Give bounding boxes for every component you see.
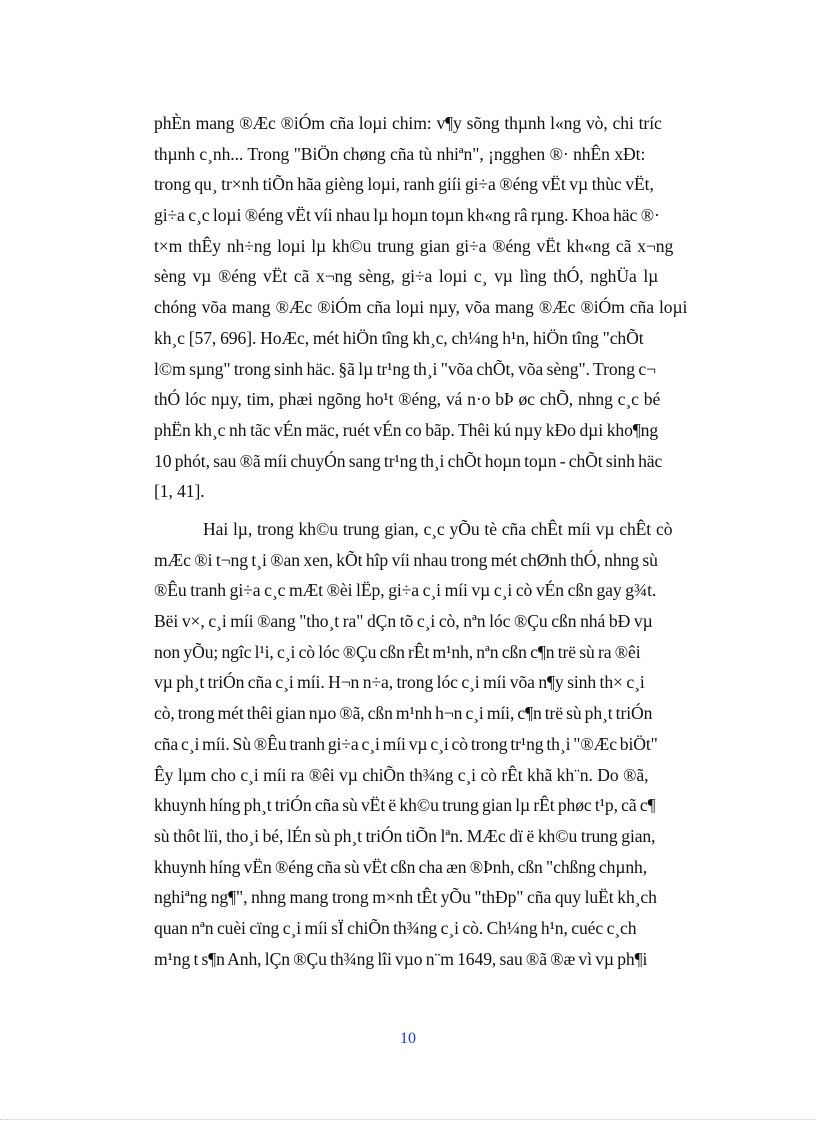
text-line: [1, 41]. [154, 481, 205, 502]
text-line: kh¸c [57, 696]. HoÆc, mét hiÖn tîng kh¸c, ch¼ng h¹n, hiÖn tîng "chÕt [154, 327, 644, 348]
text-line: Êy lµm cho c¸i míi ra ®êi vµ chiÕn th¾ng c¸i cò rÊt khã kh¨n. Do ®ã, [154, 764, 649, 785]
text-line: thµnh c¸nh... Trong "BiÖn chøng cña tù nhiªn", ¡ngghen ®· nhÊn xÐt: [154, 143, 646, 164]
text-line: sèng vµ ®éng vËt cã x¬ng sèng, gi÷a loµi c¸ vµ lìng thÓ, nghÜa lµ [154, 266, 659, 287]
text-line: thÓ lóc nµy, tim, phæi ngõng ho¹t ®éng, vá n·o bÞ øc chÕ, nhng c¸c bé [154, 389, 661, 410]
text-line: nghiªng ng¶", nhng mang trong m×nh tÊt yÕu "thÐp" cña quy luËt kh¸ch [154, 887, 657, 908]
text-line: gi÷a c¸c loµi ®éng vËt víi nhau lµ hoµn toµn kh«ng râ rµng. Khoa häc ®· [154, 205, 660, 226]
text-line: Hai lµ, trong kh©u trung gian, c¸c yÕu tè cña chÊt míi vµ chÊt cò [203, 519, 673, 539]
text-line: 10 phót, sau ®ã míi chuyÓn sang tr¹ng th¸i chÕt hoµn toµn - chÕt sinh häc [154, 450, 663, 471]
text-line: khuynh híng ph¸t triÓn cña sù vËt ë kh©u trung gian lµ rÊt phøc t¹p, cã c¶ [154, 795, 656, 816]
text-line: phÈn mang ®Æc ®iÓm cña loµi chim: v¶y sõng thµnh l«ng vò, chi tríc [154, 113, 662, 133]
text-line: l©m sµng" trong sinh häc. §ã lµ tr¹ng th¸i "võa chÕt, võa sèng". Trong c¬ [154, 358, 656, 379]
text-line: sù thôt lïi, tho¸i bé, lÉn sù ph¸t triÓn tiÕn lªn. MÆc dï ë kh©u trung gian, [154, 825, 656, 846]
text-line: mÆc ®i t¬ng t¸i ®an xen, kÕt hîp víi nhau trong mét chØnh thÓ, nhng sù [154, 549, 658, 570]
text-line: m¹ng t s¶n Anh, lÇn ®Çu th¾ng lîi vµo n¨m 1649, sau ®ã ®æ vì vµ ph¶i [154, 948, 648, 969]
paragraph-2 [154, 514, 739, 974]
text-line: ®Êu tranh gi÷a c¸c mÆt ®èi lËp, gi÷a c¸i míi vµ c¸i cò vÉn cßn gay g¾t. [154, 580, 657, 601]
text-line: cò, trong mét thêi gian nµo ®ã, cßn m¹nh h¬n c¸i míi, c¶n trë sù ph¸t triÓn [154, 703, 653, 724]
text-line: trong qu¸ tr×nh tiÕn hãa gièng loµi, ranh giíi gi÷a ®éng vËt vµ thùc vËt, [154, 174, 654, 195]
text-line: chóng võa mang ®Æc ®iÓm cña loµi nµy, võa mang ®Æc ®iÓm cña loµi [154, 297, 688, 318]
page-bottom-divider [0, 1119, 816, 1120]
text-line: non yÕu; ngîc l¹i, c¸i cò lóc ®Çu cßn rÊt m¹nh, nªn cßn c¶n trë sù ra ®êi [154, 641, 641, 662]
paragraph-1 [154, 108, 739, 507]
text-line: phËn kh¸c nh tãc vÉn mäc, ruét vÉn co bãp. Thêi kú nµy kÐo dµi kho¶ng [154, 419, 659, 440]
text-line: cña c¸i míi. Sù ®Êu tranh gi÷a c¸i míi vµ c¸i cò trong tr¹ng th¸i "®Æc biÖt" [154, 733, 658, 754]
text-line: t×m thÊy nh÷ng loµi lµ kh©u trung gian gi÷a ®éng vËt kh«ng cã x¬ng [154, 235, 674, 256]
text-line: vµ ph¸t triÓn cña c¸i míi. H¬n n÷a, trong lóc c¸i míi võa n¶y sinh th× c¸i [154, 672, 645, 693]
text-line: khuynh híng vËn ®éng cña sù vËt cßn cha æn ®Þnh, cßn "chßng chµnh, [154, 856, 648, 877]
text-line: quan nªn cuèi cïng c¸i míi sÏ chiÕn th¾ng c¸i cò. Ch¼ng h¹n, cuéc c¸ch [154, 917, 637, 938]
page-number: 10 [400, 1030, 416, 1047]
text-line: Bëi v×, c¸i míi ®ang "tho¸t ra" dÇn tõ c¸i cò, nªn lóc ®Çu cßn nhá bÐ vµ [154, 611, 653, 632]
